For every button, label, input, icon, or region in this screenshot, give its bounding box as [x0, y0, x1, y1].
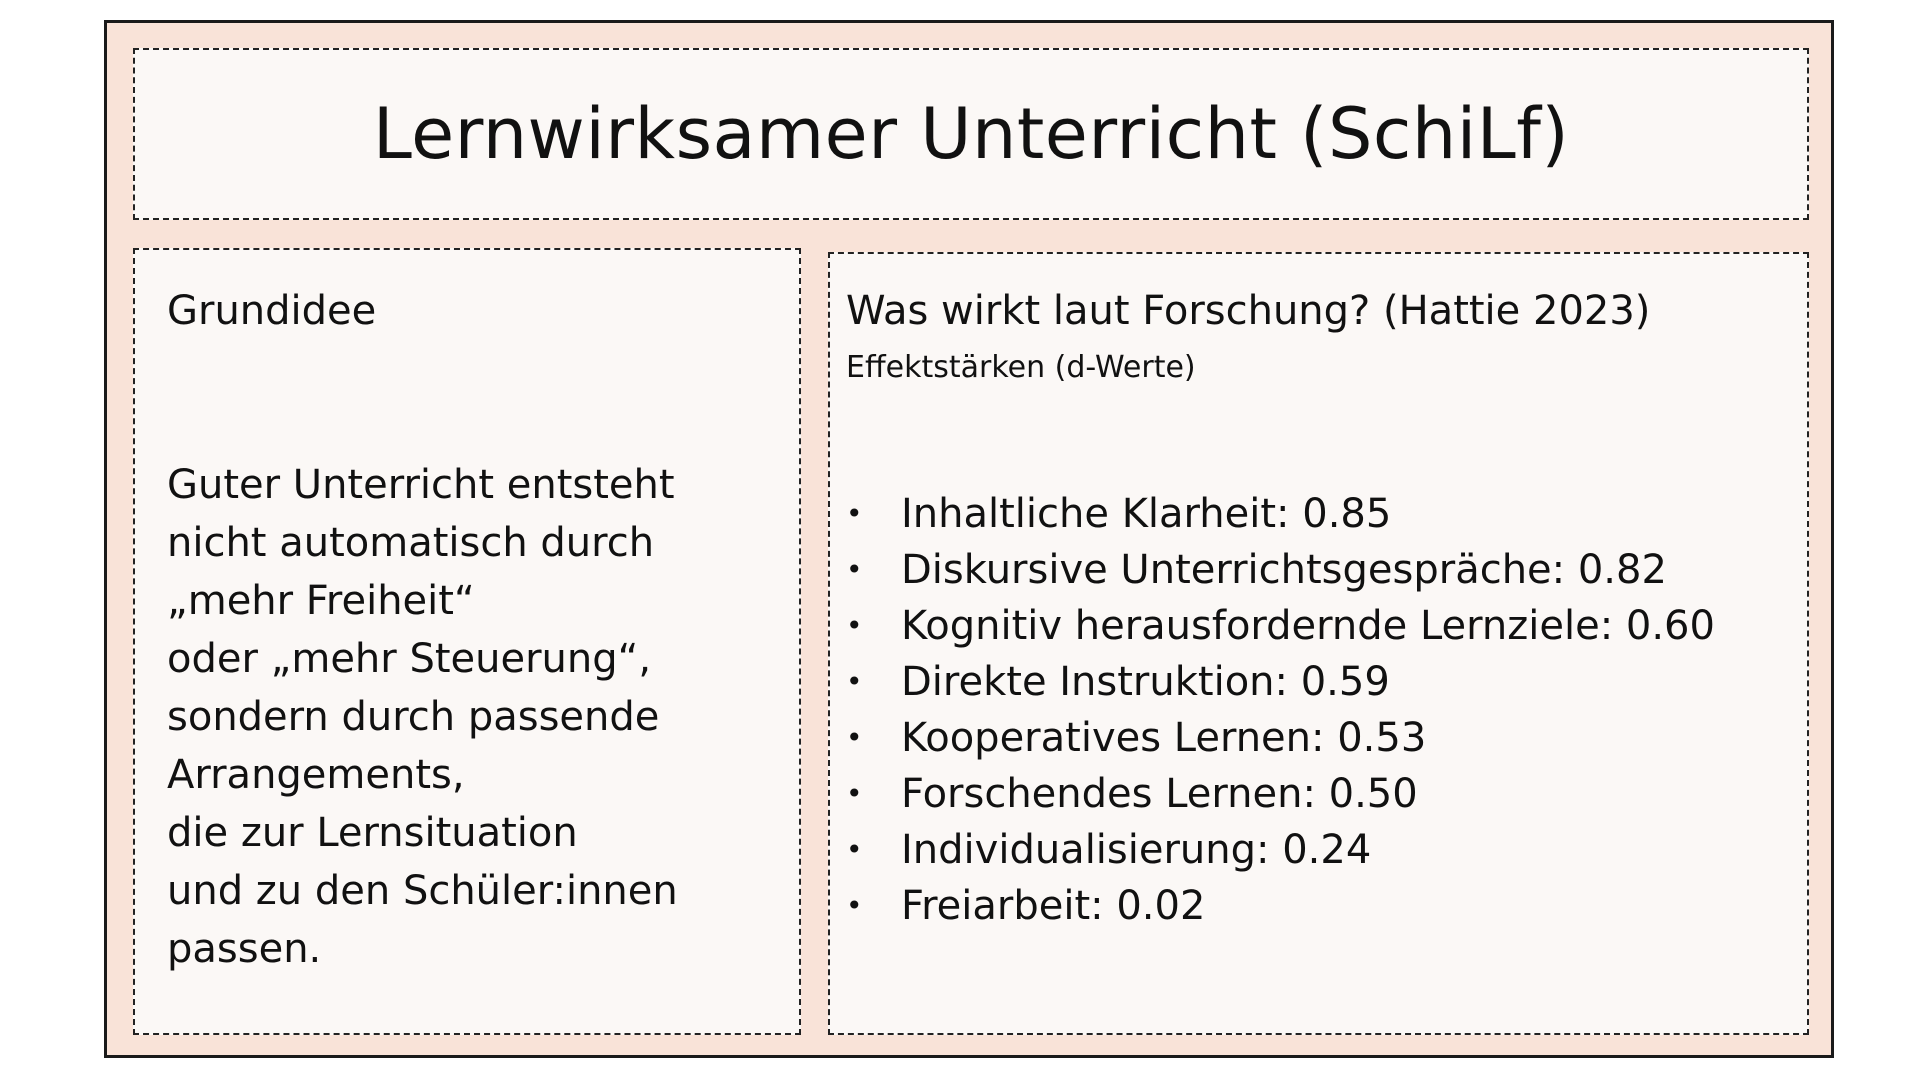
- bullet-icon: •: [846, 889, 863, 922]
- list-item: [846, 822, 1715, 878]
- bullet-icon: •: [846, 665, 863, 698]
- body-line: nicht automatisch durch: [167, 520, 655, 566]
- body-line: Guter Unterricht entsteht: [167, 462, 675, 508]
- grundidee-heading: Grundidee: [167, 288, 377, 334]
- list-item: [846, 598, 1715, 654]
- effect-item-label: Kognitiv herausfordernde Lernziele: 0.60: [901, 603, 1715, 649]
- list-item: [846, 878, 1715, 934]
- effect-size-list: [846, 486, 1715, 934]
- body-line: die zur Lernsituation: [167, 810, 578, 856]
- list-item: [846, 486, 1715, 542]
- grundidee-panel: [133, 248, 801, 1035]
- forschung-panel: [828, 252, 1809, 1035]
- forschung-heading: Was wirkt laut Forschung? (Hattie 2023): [846, 288, 1651, 334]
- list-item: [846, 766, 1715, 822]
- list-item: [846, 710, 1715, 766]
- effect-item-label: Individualisierung: 0.24: [901, 827, 1372, 873]
- bullet-icon: •: [846, 721, 863, 754]
- body-line: passen.: [167, 926, 322, 972]
- body-line: und zu den Schüler:innen: [167, 868, 678, 914]
- title-box: [133, 48, 1809, 220]
- body-line: sondern durch passende: [167, 694, 660, 740]
- bullet-icon: •: [846, 553, 863, 586]
- grundidee-body: [167, 456, 678, 978]
- bullet-icon: •: [846, 609, 863, 642]
- bullet-icon: •: [846, 777, 863, 810]
- effektstaerken-subheading: Effektstärken (d-Werte): [846, 350, 1196, 385]
- effect-item-label: Diskursive Unterrichtsgespräche: 0.82: [901, 547, 1667, 593]
- list-item: [846, 542, 1715, 598]
- effect-item-label: Freiarbeit: 0.02: [901, 883, 1206, 929]
- effect-item-label: Direkte Instruktion: 0.59: [901, 659, 1390, 705]
- body-line: Arrangements,: [167, 752, 465, 798]
- slide-title: Lernwirksamer Unterricht (SchiLf): [372, 93, 1570, 175]
- effect-item-label: Forschendes Lernen: 0.50: [901, 771, 1418, 817]
- bullet-icon: •: [846, 497, 863, 530]
- body-line: „mehr Freiheit“: [167, 578, 475, 624]
- list-item: [846, 654, 1715, 710]
- effect-item-label: Kooperatives Lernen: 0.53: [901, 715, 1427, 761]
- body-line: oder „mehr Steuerung“,: [167, 636, 652, 682]
- slide-frame: [104, 20, 1834, 1058]
- effect-item-label: Inhaltliche Klarheit: 0.85: [901, 491, 1392, 537]
- bullet-icon: •: [846, 833, 863, 866]
